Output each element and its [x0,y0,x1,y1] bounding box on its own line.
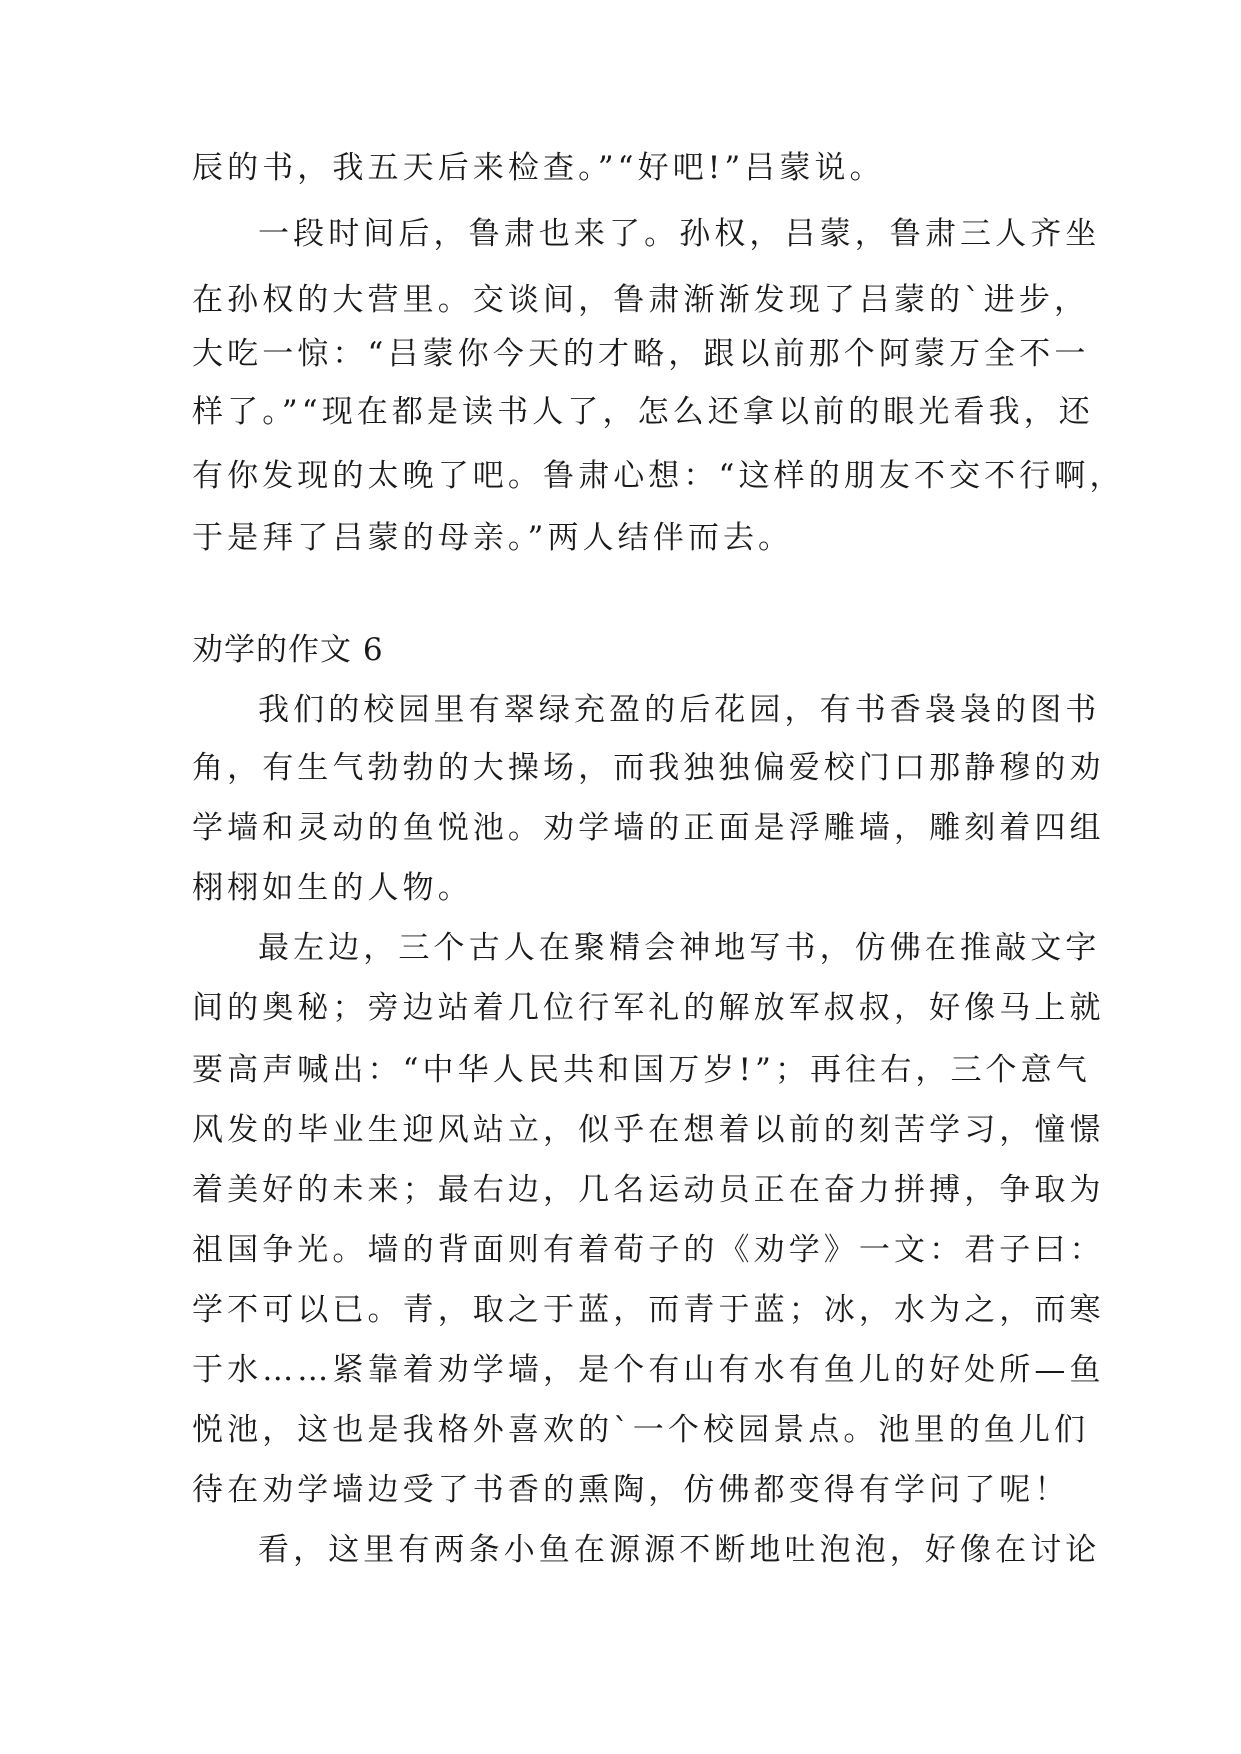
paragraph-line: 看，这里有两条小鱼在源源不断地吐泡泡，好像在讨论 [258,1532,1101,1568]
paragraph-line: 我们的校园里有翠绿充盈的后花园，有书香袅袅的图书 [258,692,1101,728]
paragraph-line: 角，有生气勃勃的大操场，而我独独偏爱校门口那静穆的劝 [192,750,1105,786]
paragraph-line: 栩栩如生的人物。 [192,870,473,906]
paragraph-line: 一段时间后，鲁肃也来了。孙权，吕蒙，鲁肃三人齐坐 [258,216,1101,252]
paragraph-line: 学不可以已。青，取之于蓝，而青于蓝；冰，水为之，而寒 [192,1292,1105,1328]
paragraph-line: 待在劝学墙边受了书香的熏陶，仿佛都变得有学问了呢！ [192,1472,1070,1508]
paragraph-line: 着美好的未来；最右边，几名运动员正在奋力拼搏，争取为 [192,1172,1105,1208]
paragraph-line: 要高声喊出：“中华人民共和国万岁!”；再往右，三个意气 [192,1052,1091,1088]
paragraph-line: 在孙权的大营里。交谈间，鲁肃渐渐发现了吕蒙的`进步， [192,282,1090,318]
paragraph-line: 最左边，三个古人在聚精会神地写书，仿佛在推敲文字 [258,930,1101,966]
paragraph-line: 悦池，这也是我格外喜欢的`一个校园景点。池里的鱼儿们 [192,1412,1090,1448]
paragraph-line: 大吃一惊：“吕蒙你今天的才略，跟以前那个阿蒙万全不一 [192,336,1090,372]
paragraph-line: 学墙和灵动的鱼悦池。劝学墙的正面是浮雕墙，雕刻着四组 [192,810,1105,846]
paragraph-line: 于水……紧靠着劝学墙，是个有山有水有鱼儿的好处所—鱼 [192,1352,1105,1388]
paragraph-line: 有你发现的太晚了吧。鲁肃心想：“这样的朋友不交不行啊， [192,458,1125,494]
paragraph-line: 祖国争光。墙的背面则有着荀子的《劝学》一文：君子曰： [192,1232,1105,1268]
paragraph-line: 风发的毕业生迎风站立，似乎在想着以前的刻苦学习，憧憬 [192,1112,1105,1148]
paragraph-line: 间的奥秘；旁边站着几位行军礼的解放军叔叔，好像马上就 [192,990,1105,1026]
essay-heading: 劝学的作文 6 [192,632,384,668]
paragraph-line: 于是拜了吕蒙的母亲。”两人结伴而去。 [192,520,794,556]
paragraph-line: 样了。”“现在都是读书人了，怎么还拿以前的眼光看我，还 [192,394,1094,430]
paragraph-line: 辰的书，我五天后来检查。”“好吧!”吕蒙说。 [192,150,885,186]
